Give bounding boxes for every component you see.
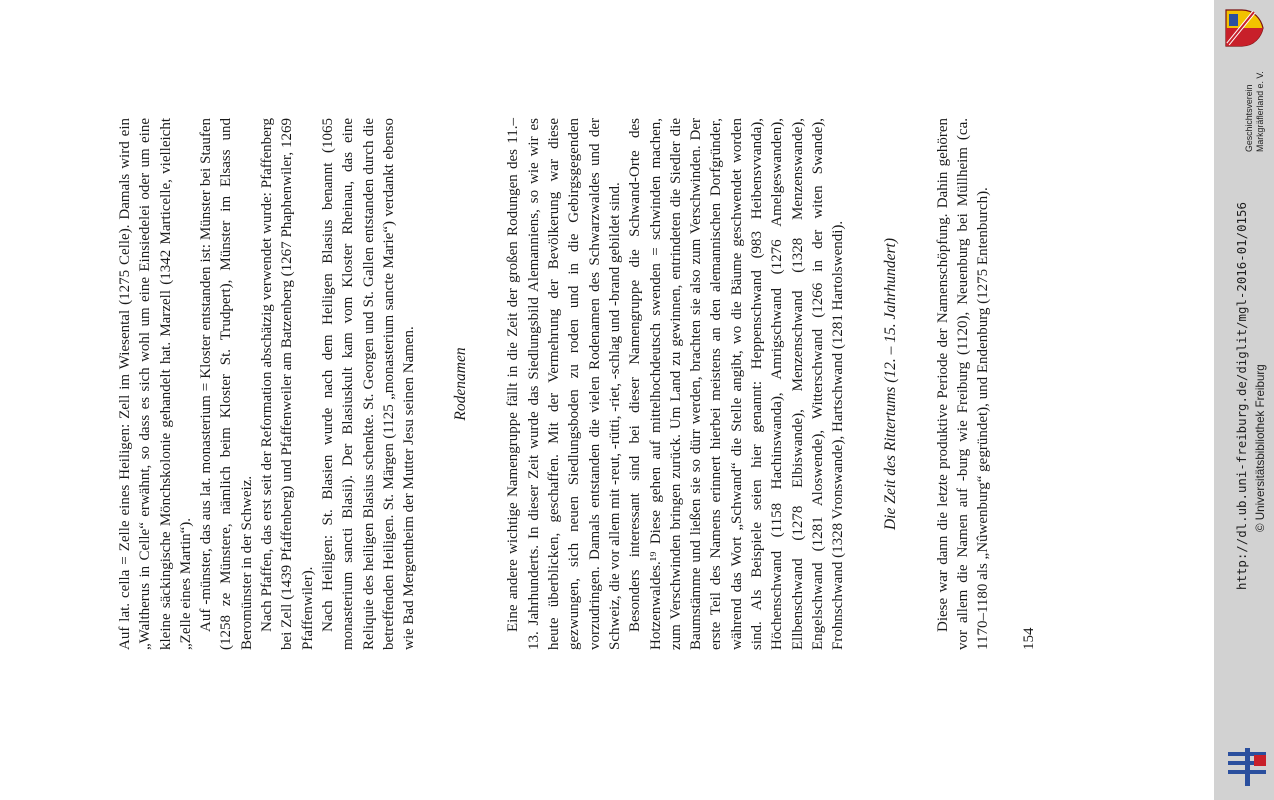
association-name: Geschichtsverein Markgräflerland e. V. [1244,71,1265,152]
paragraph-heiligen: Nach Heiligen: St. Blasien wurde nach dem Heiligen Blasius benannt (1065 monasterium sancti Blasii). Der Blasiuskult kam vom Kloster Rheinau, das eine Reliquie des heiligen Blasius schenkte. St. Georgen und St. Gallen entstanden durch die betreffenden Heiligen. St. Märgen (1125 „monasterium sancte Marie“) verdankt ebenso wie Bad Mergentheim der Mutter Jesu seinen Namen. [319,118,418,650]
paragraph-burg: Diese war dann die letzte produktive Periode der Namenschöpfung. Dahin gehören vor allem die Namen auf -burg wie Freiburg (1120), Neuenburg bei Müllheim (ca. 1170–1180 als „Nûwenburg“ gegründet), und Endenburg (1275 Entenburch). [934,118,992,650]
document-url-link[interactable]: http://dl.ub.uni-freiburg.de/diglit/mgl-2016-01/0156 [1234,202,1249,590]
paragraph-muenster: Auf -münster, das aus lat. monasterium = Kloster entstanden ist: Münster bei Staufen (1258 ze Münstere, nämlich beim Kloster St. Trudpert), Münster im Elsass und Beromünster in der Schweiz. [198,118,255,650]
section-heading-rittertum: Die Zeit des Rittertums (12. – 15. Jahrhundert) [881,237,899,531]
library-logo-icon [1226,746,1268,790]
paragraph-pfaffen: Nach Pfaffen, das erst seit der Reformation abschätzig verwendet wurde: Pfaffenberg bei Zell (1439 Pfaffenberg) und Pfaffenweiler am Batzenberg (1267 Phaphenwiler, 1269 Pfaffenwiler). [259,118,316,650]
paragraph-schwand: Besonders interessant sind bei dieser Namengruppe die Schwand-Orte des Hotzenwaldes.¹⁹ Diese gehen auf mittelhochdeutsch swenden = schwinden machen, zum Verschwinden bringen zurück. Um Land zu gewinnen, entrindeten die Siedler die Baumstämme und ließen sie so dürr werden, brachten sie also zum Verschwinden. Der erste Teil des Namens erinnert hierbei meistens an den alemannischen Dorfgründer, während das Wort „Schwand“ die Stelle angibt, wo die Bäume geschwendet worden sind. Als Beispiele seien hier genannt: Heppenschwand (983 Heibensvvanda), Höchenschwand (1158 Hachinswanda), Amrigschwand (1276 Amelgeswanden), Ellbenschwand (1278 Elbiswande), Menzenschwand (1328 Menzenswande), Engelschwand (1281 Aloswende), Witterschwand (1266 in der witen Swande), Frohnschwand (1328 Vronswande), Hartschwand (1281 Hartolswendi). [627,118,847,650]
copyright-notice: © Universitätsbibliothek Freiburg [1254,364,1267,532]
paragraph-rodungen: Eine andere wichtige Namengruppe fällt in die Zeit der großen Rodungen des 11.–13. Jahrhunderts. In dieser Zeit wurde das Siedlungsbild Alemanniens, so wie wir es heute überblicken, geschaffen. Mit der Vermehrung der Bevölkerung war diese gezwungen, sich neuen Siedlungsboden zu roden und in die Gebirgsgegenden vorzudringen. Damals entstanden die vielen Rodenamen des Schwarzwaldes und der Schweiz, die vor allem mit -reut, -rütti, -riet, -schlag und -brand gebildet sind. [505,118,623,650]
section-heading-rodenamen: Rodenamen [452,347,470,421]
page-number: 154 [1021,627,1038,650]
paragraph-cella: Auf lat. cella = Zelle eines Heiligen: Zell im Wiesental (1275 Celle). Damals wird ein „Waltherus in Celle“ erwähnt, so dass es sich wohl um eine Einsiedelei oder um eine kleine säckingische Mönchskolonie gehandelt hat. Marzell (1342 Marticelle, vielleicht „Zelle eines Martin“). [117,118,194,650]
page-text [95,0,1125,800]
